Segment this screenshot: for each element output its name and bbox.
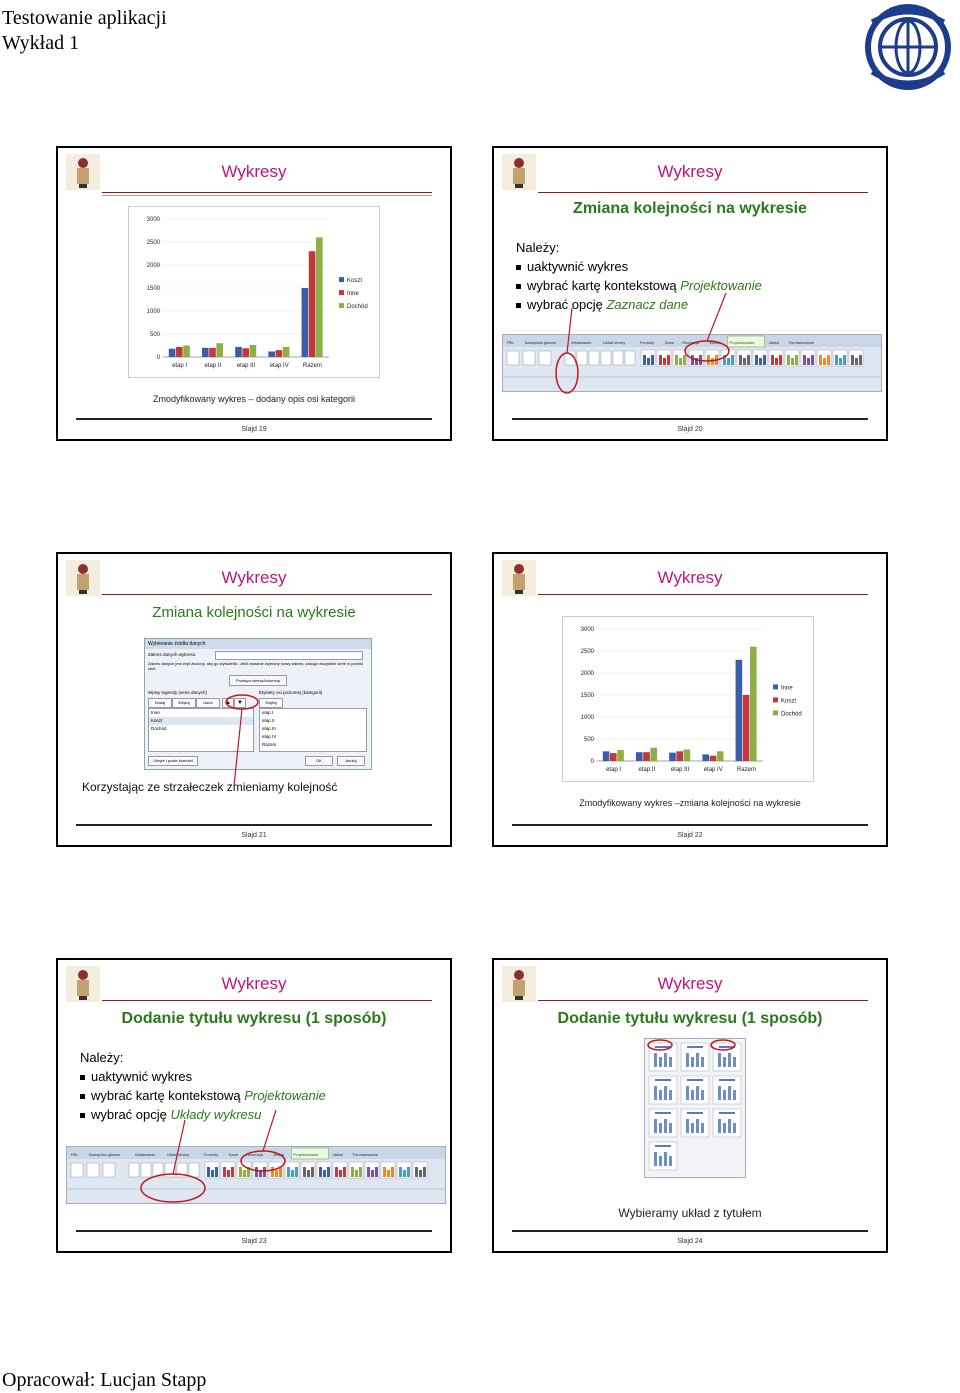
y-tick-label: 1000 [580,715,594,721]
list-item[interactable]: Inne [151,710,160,715]
legend-label: Koszt [781,698,797,705]
bar-koszt [643,752,650,761]
slide-subtitle: Zmiana kolejności na wykresie [152,604,356,621]
bar-inne [636,752,643,761]
bar-koszt [710,756,717,761]
footer-rule [512,824,868,826]
slide-title: Wykresy [221,162,287,181]
x-tick-label: etap IV [269,363,289,369]
dialog-titlebar: Wybieranie źródła danych [145,639,371,649]
slide-caption: Zmodyfikowany wykres – dodany opis osi kategorii [152,394,356,404]
bar-inne [209,348,216,357]
bar-dochód [717,751,724,761]
ribbon-tab[interactable]: Recenzja [246,1152,263,1157]
bar-inne [309,251,316,357]
ribbon-tab[interactable]: Widok [273,1152,285,1157]
bar-inne [176,347,183,357]
slide-caption: Wybieramy układ z tytułem [618,1206,762,1220]
x-tick-label: etap I [606,767,622,773]
bar-dochód [750,647,757,761]
bar-dochód [617,750,624,761]
legend-swatch [339,290,344,295]
list-item[interactable]: etap III [262,726,276,731]
ribbon-tab[interactable]: Dane [664,340,675,345]
remove-series-button[interactable]: Usuń [196,698,220,708]
x-tick-label: Razem [736,767,756,773]
footer-rule [76,824,432,826]
y-tick-label: 1500 [146,286,160,292]
edit-axis-labels-button[interactable]: Edytuj [259,698,283,708]
lecture-title: Wykład 1 [2,32,80,54]
highlight-annotations [58,960,452,1253]
ribbon-tab[interactable]: Układ [332,1152,343,1157]
ribbon-tab[interactable]: Formuły [203,1152,219,1157]
list-item[interactable]: etap I [262,710,274,715]
document-header [2,6,167,56]
x-tick-label: Razem [302,363,322,369]
legend-label: Inne [781,685,793,692]
slide-number: Slajd 23 [241,1238,267,1245]
bar-dochód [216,343,223,357]
ribbon-tab[interactable]: Widok [709,340,721,345]
x-tick-label: etap IV [703,767,723,773]
bullet-item: uaktywnić wykres [516,259,628,274]
slide-number: Slajd 22 [677,832,703,839]
ribbon-tab[interactable]: Plik [507,340,514,345]
legend-swatch [773,697,778,702]
slide-number: Slajd 21 [241,832,267,839]
bar-inne [736,660,743,761]
bullet-item: wybrać kartę kontekstową Projektowanie [80,1088,326,1103]
document-footer: Opracował: Lucjan Stapp [2,1369,207,1391]
slide-subtitle: Zmiana kolejności na wykresie [573,200,807,217]
instructions-lead: Należy: [80,1050,124,1065]
bullet-item: uaktywnić wykres [80,1069,192,1084]
chart-container [128,206,380,378]
add-series-button[interactable]: Dodaj [148,698,172,708]
slide-21 [56,552,452,847]
bar-koszt [202,348,209,357]
ribbon-tab[interactable]: Narzędzia główne [88,1152,121,1157]
legend-entries-header: Wpisy legendy (serie danych) [148,690,208,695]
footer-rule [76,418,432,420]
y-tick-label: 1500 [580,693,594,699]
legend-swatch [339,303,344,308]
y-tick-label: 0 [590,759,594,765]
ribbon-tab[interactable]: Plik [71,1152,78,1157]
slide-20 [492,146,888,441]
y-tick-label: 2000 [580,671,594,677]
slide-caption: Korzystając ze strzałeczek zmieniamy kolejność [82,780,338,794]
slide-number: Slajd 19 [241,426,267,433]
list-item[interactable]: Razem [262,742,277,747]
legend-label: Dochód [347,304,368,311]
y-tick-label: 0 [156,355,160,361]
x-tick-label: etap III [236,363,256,369]
axis-labels-header: Etykiety osi poziomej (kategorii) [259,690,323,695]
list-item[interactable]: Dochód [151,726,167,731]
x-tick-label: etap II [204,363,222,369]
ribbon-tab[interactable]: Wstawianie [135,1152,156,1157]
legend-swatch [773,710,778,715]
bullet-item: wybrać opcję Układy wykresu [80,1107,262,1122]
bullet-item: wybrać opcję Zaznacz dane [516,297,688,312]
ribbon-tab[interactable]: Projektowanie [729,340,755,345]
bar-koszt [169,349,176,357]
move-up-arrow-icon[interactable]: ▲ [222,698,234,708]
legend-swatch [339,277,344,282]
bar-inne [669,753,676,761]
ribbon-tab[interactable]: Narzędzia główne [524,340,557,345]
y-tick-label: 3000 [146,217,160,223]
bar-koszt [676,751,683,761]
slide-number: Slajd 24 [677,1238,703,1245]
ribbon-tab[interactable]: Układ strony [603,340,626,345]
bar-inne [702,754,709,761]
x-tick-label: etap II [638,767,656,773]
bar-dochód [250,345,257,357]
slide-19 [56,146,452,441]
list-item[interactable]: etap IV [262,734,277,739]
bar-koszt [268,351,275,357]
range-label: Zakres danych wykresu: [148,652,197,657]
ok-button[interactable]: OK [305,756,333,766]
y-tick-label: 3000 [580,627,594,633]
y-tick-label: 1000 [146,309,160,315]
slide-title: Wykresy [221,974,287,993]
slide-number: Slajd 20 [677,426,703,433]
ribbon-tab[interactable]: Formatowanie [788,340,814,345]
slide-title: Wykresy [657,162,723,181]
slide-title: Wykresy [657,974,723,993]
bar-dochód [283,347,290,357]
slide-title: Wykresy [657,568,723,587]
list-item[interactable]: etap II [262,718,275,723]
bar-koszt [302,288,309,357]
legend-label: Dochód [781,711,802,718]
highlight-annotations [58,554,452,847]
y-tick-label: 500 [149,332,160,338]
footer-rule [512,1230,868,1232]
y-tick-label: 2500 [146,240,160,246]
course-title: Testowanie aplikacji [2,7,167,29]
footer-rule [76,1230,432,1232]
instructions-lead: Należy: [516,240,560,255]
range-hint: Zakres danych jest zbyt złożony, aby go wyświetlić. Jeśli zostanie wybrany nowy zakres, zastąpi wszystkie serie w panelu serii. [148,661,364,671]
x-tick-label: etap III [670,767,690,773]
ribbon-tab[interactable]: Recenzja [682,340,699,345]
ribbon-tab[interactable]: Formuły [639,340,655,345]
slide-caption: Zmodyfikowany wykres –zmiana kolejności na wykresie [579,798,801,808]
y-tick-label: 500 [583,737,594,743]
title-rule [102,192,432,193]
slide-23 [56,958,452,1253]
y-tick-label: 2500 [580,649,594,655]
legend-label: Koszt [347,278,363,285]
bar-dochód [684,750,691,761]
bar-chart [129,207,379,377]
slide-subtitle: Dodanie tytułu wykresu (1 sposób) [121,1010,387,1027]
y-tick-label: 2000 [146,263,160,269]
ribbon-tab[interactable]: Wstawianie [571,340,592,345]
slide-24 [492,958,888,1253]
slide-22 [492,552,888,847]
bar-dochód [183,346,190,358]
cancel-button[interactable]: Anuluj [337,756,365,766]
legend-swatch [773,684,778,689]
title-rule-thin [102,195,432,196]
bar-inne [276,350,283,357]
bar-koszt [743,695,750,761]
ribbon-tab[interactable]: Dane [228,1152,239,1157]
legend-label: Inne [347,291,359,298]
bar-chart [563,617,813,781]
chart-container [562,616,814,782]
bar-koszt [235,347,242,357]
title-rule [538,594,868,595]
bullet-item: wybrać kartę kontekstową Projektowanie [516,278,762,293]
bar-inne [242,348,249,357]
x-tick-label: etap I [172,363,188,369]
university-logo [858,2,958,92]
list-item[interactable]: Koszt [149,717,253,725]
bar-dochód [650,748,657,761]
highlight-annotations [494,148,888,441]
move-down-arrow-icon[interactable]: ▼ [234,698,246,708]
edit-series-button[interactable]: Edytuj [172,698,196,708]
slide-title: Wykresy [221,568,287,587]
slide-subtitle: Dodanie tytułu wykresu (1 sposób) [557,1010,823,1027]
hidden-empty-cells-button[interactable]: Ukryte i puste komórki [148,756,198,766]
ribbon-tab[interactable]: Układ strony [167,1152,190,1157]
bar-inne [603,751,610,761]
ribbon-tab[interactable]: Formatowanie [352,1152,378,1157]
footer-rule [512,418,868,420]
bar-dochód [316,237,323,357]
ribbon-tab[interactable]: Układ [768,340,779,345]
ribbon-tab[interactable]: Projektowanie [293,1152,319,1157]
bar-koszt [610,753,617,761]
switch-row-column-button[interactable]: Przełącz wiersz/kolumnę [229,675,287,686]
